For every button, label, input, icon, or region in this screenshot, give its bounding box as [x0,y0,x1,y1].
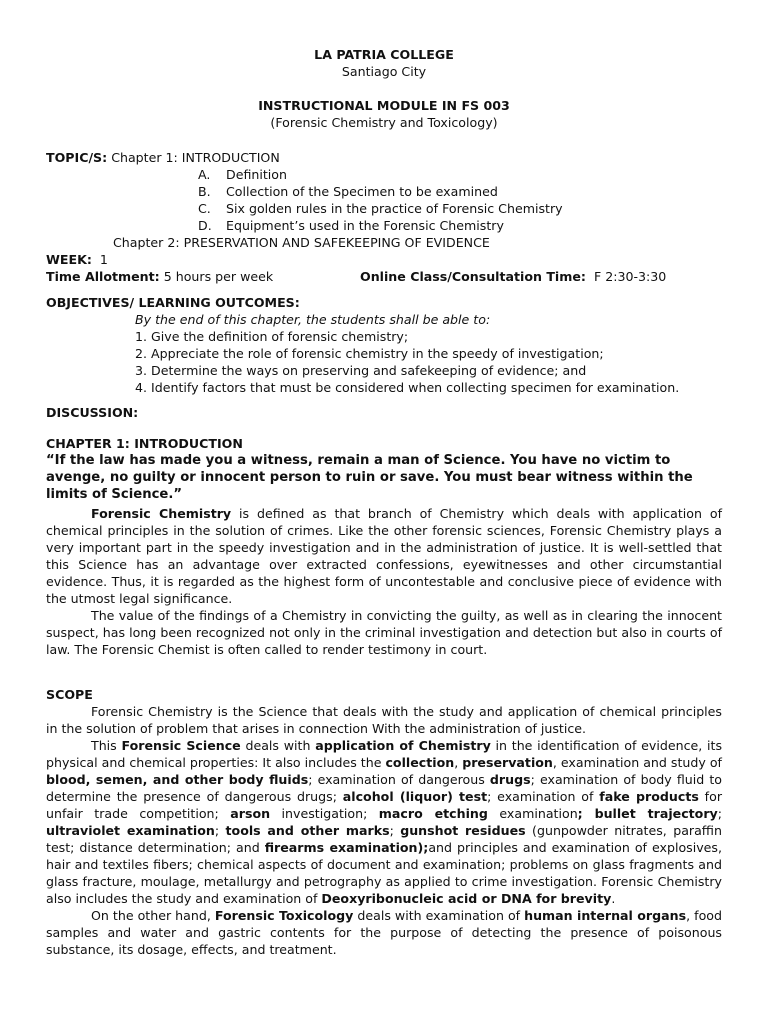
topic-chapter2: Chapter 2: PRESERVATION AND SAFEKEEPING OF EVIDENCE [113,235,490,250]
topic-item: D. Equipment’s used in the Forensic Chemistry [198,218,504,233]
topic-item: B. Collection of the Specimen to be examined [198,184,498,199]
text-run: , [454,755,463,770]
bold-text-run: drugs [489,772,531,787]
scope-heading: SCOPE [46,687,93,702]
bold-text-run: Forensic Toxicology [214,908,354,923]
bold-text-run: gunshot residues [400,823,526,838]
week-line: WEEK: 1 [46,252,108,267]
bold-text-run: macro etching [378,806,488,821]
online-class-label: Online Class/Consultation Time: [360,269,586,284]
scope-paragraph-1: Forensic Chemistry is the Science that deals with the study and application of chemical principles in the solution of problem that arises in connection With the administration of justice. [46,704,722,736]
college-name: LA PATRIA COLLEGE [314,47,454,62]
topics-label: TOPIC/S: [46,150,108,165]
text-run: This [91,738,122,753]
online-class-value: F 2:30-3:30 [593,269,667,284]
bold-text-run: arson [230,806,271,821]
objectives-intro: By the end of this chapter, the students shall be able to: [135,312,491,327]
text-run: On the other hand, [91,908,215,923]
objectives-heading: OBJECTIVES/ LEARNING OUTCOMES: [46,295,300,310]
chapter1-section [46,435,722,503]
value-paragraph: The value of the findings of a Chemistry in convicting the guilty, as well as in clearing the innocent suspect, has long been recognized not only in the criminal investigation and detection but also in courts of law. The Forensic Chemist is often called to render testimony in court. [46,608,722,657]
module-subtitle: (Forensic Chemistry and Toxicology) [270,115,498,130]
time-allotment-label: Time Allotment: [46,269,160,284]
objective-item: 3. Determine the ways on preserving and safekeeping of evidence; and [135,363,587,378]
bold-text-run: ; bullet trajectory [577,806,718,821]
objective-item: 4. Identify factors that must be considered when collecting specimen for examination. [135,380,680,395]
bold-text-run: alcohol (liquor) test [342,789,488,804]
text-run: investigation; [270,806,379,821]
module-header [0,97,768,131]
objective-item: 1. Give the definition of forensic chemistry; [135,329,409,344]
definition-paragraph: Forensic Chemistry is defined as that branch of Chemistry which deals with application of chemical principles in the solution of crimes. Like the other forensic sciences, Forensic Chemistry plays a very important part in the speedy investigation and in the administration of justice. It is well-settled that this Science has an advantage over extracted confessions, eyewitnesses and other circumstantial evidence. Thus, it is regarded as the highest form of uncontestable and conclusive piece of evidence with the utmost legal significance. [46,506,723,606]
text-run: (gunpowder nitrates, paraffin test; distance determination; and [46,823,722,855]
topic-chapter1: Chapter 1: INTRODUCTION [111,150,280,165]
time-allotment-value: 5 hours per week [163,269,274,284]
text-run: ; [717,806,722,821]
text-run: , food samples and water and gastric contents for the purpose of detecting the presence of poisonous substance, its dosage, effects, and treatment. [46,908,722,957]
text-run: , examination and study of [552,755,722,770]
bold-text-run: firearms examination); [264,840,429,855]
objectives-section [46,294,722,396]
text-run: ; examination of body fluid to determine the presence of dangerous drugs; [46,772,723,804]
bold-text-run: application of Chemistry [315,738,491,753]
text-run: ; [389,823,401,838]
module-title: INSTRUCTIONAL MODULE IN FS 003 [258,98,510,113]
college-city: Santiago City [341,64,427,79]
text-run: ; examination of [487,789,600,804]
text-run: . [611,891,616,906]
chapter1-body [46,505,722,658]
college-header [0,46,768,80]
bold-text-run: Forensic Science [121,738,241,753]
text-run: deals with [240,738,316,753]
bold-text-run: fake products [599,789,699,804]
definition-term: Forensic Chemistry [91,506,232,521]
chapter1-quote: “If the law has made you a witness, remain a man of Science. You have no victim to avenge, no guilty or innocent person to ruin or save. You must bear witness within the limits of Science.” [46,453,693,502]
bold-text-run: blood, semen, and other body fluids [46,772,309,787]
bold-text-run: ultraviolet examination [46,823,215,838]
objective-item: 2. Appreciate the role of forensic chemistry in the speedy of investigation; [135,346,604,361]
topic-item: A. Definition [198,167,287,182]
scope-section [46,686,722,958]
chapter1-heading: CHAPTER 1: INTRODUCTION [46,436,243,451]
text-run: ; [214,823,226,838]
text-run: deals with examination of [353,908,525,923]
text-run: ; examination of dangerous [308,772,490,787]
bold-text-run: human internal organs [524,908,687,923]
topic-item: C. Six golden rules in the practice of Forensic Chemistry [198,201,563,216]
scope-paragraph-3 [46,907,722,958]
topics-section [46,149,722,285]
scope-paragraph-2 [46,737,722,907]
bold-text-run: tools and other marks [225,823,390,838]
bold-text-run: collection [385,755,455,770]
bold-text-run: preservation [462,755,553,770]
text-run: and principles and examination of explosives, hair and textiles fibers; chemical aspects of document and examination; problems on glass fragments and glass fracture, moulage, metallurgy and petrography as applied to crime investigation. Forensic Chemistry also includes the study and examination of [46,840,722,906]
discussion-section [46,404,722,421]
text-run: for unfair trade competition; [46,789,722,821]
text-run: in the identification of evidence, its physical and chemical properties: It also includes the [46,738,723,770]
bold-text-run: Deoxyribonucleic acid or DNA for brevity [321,891,612,906]
discussion-heading: DISCUSSION: [46,405,139,420]
text-run: examination [487,806,578,821]
schedule-line [46,268,722,285]
